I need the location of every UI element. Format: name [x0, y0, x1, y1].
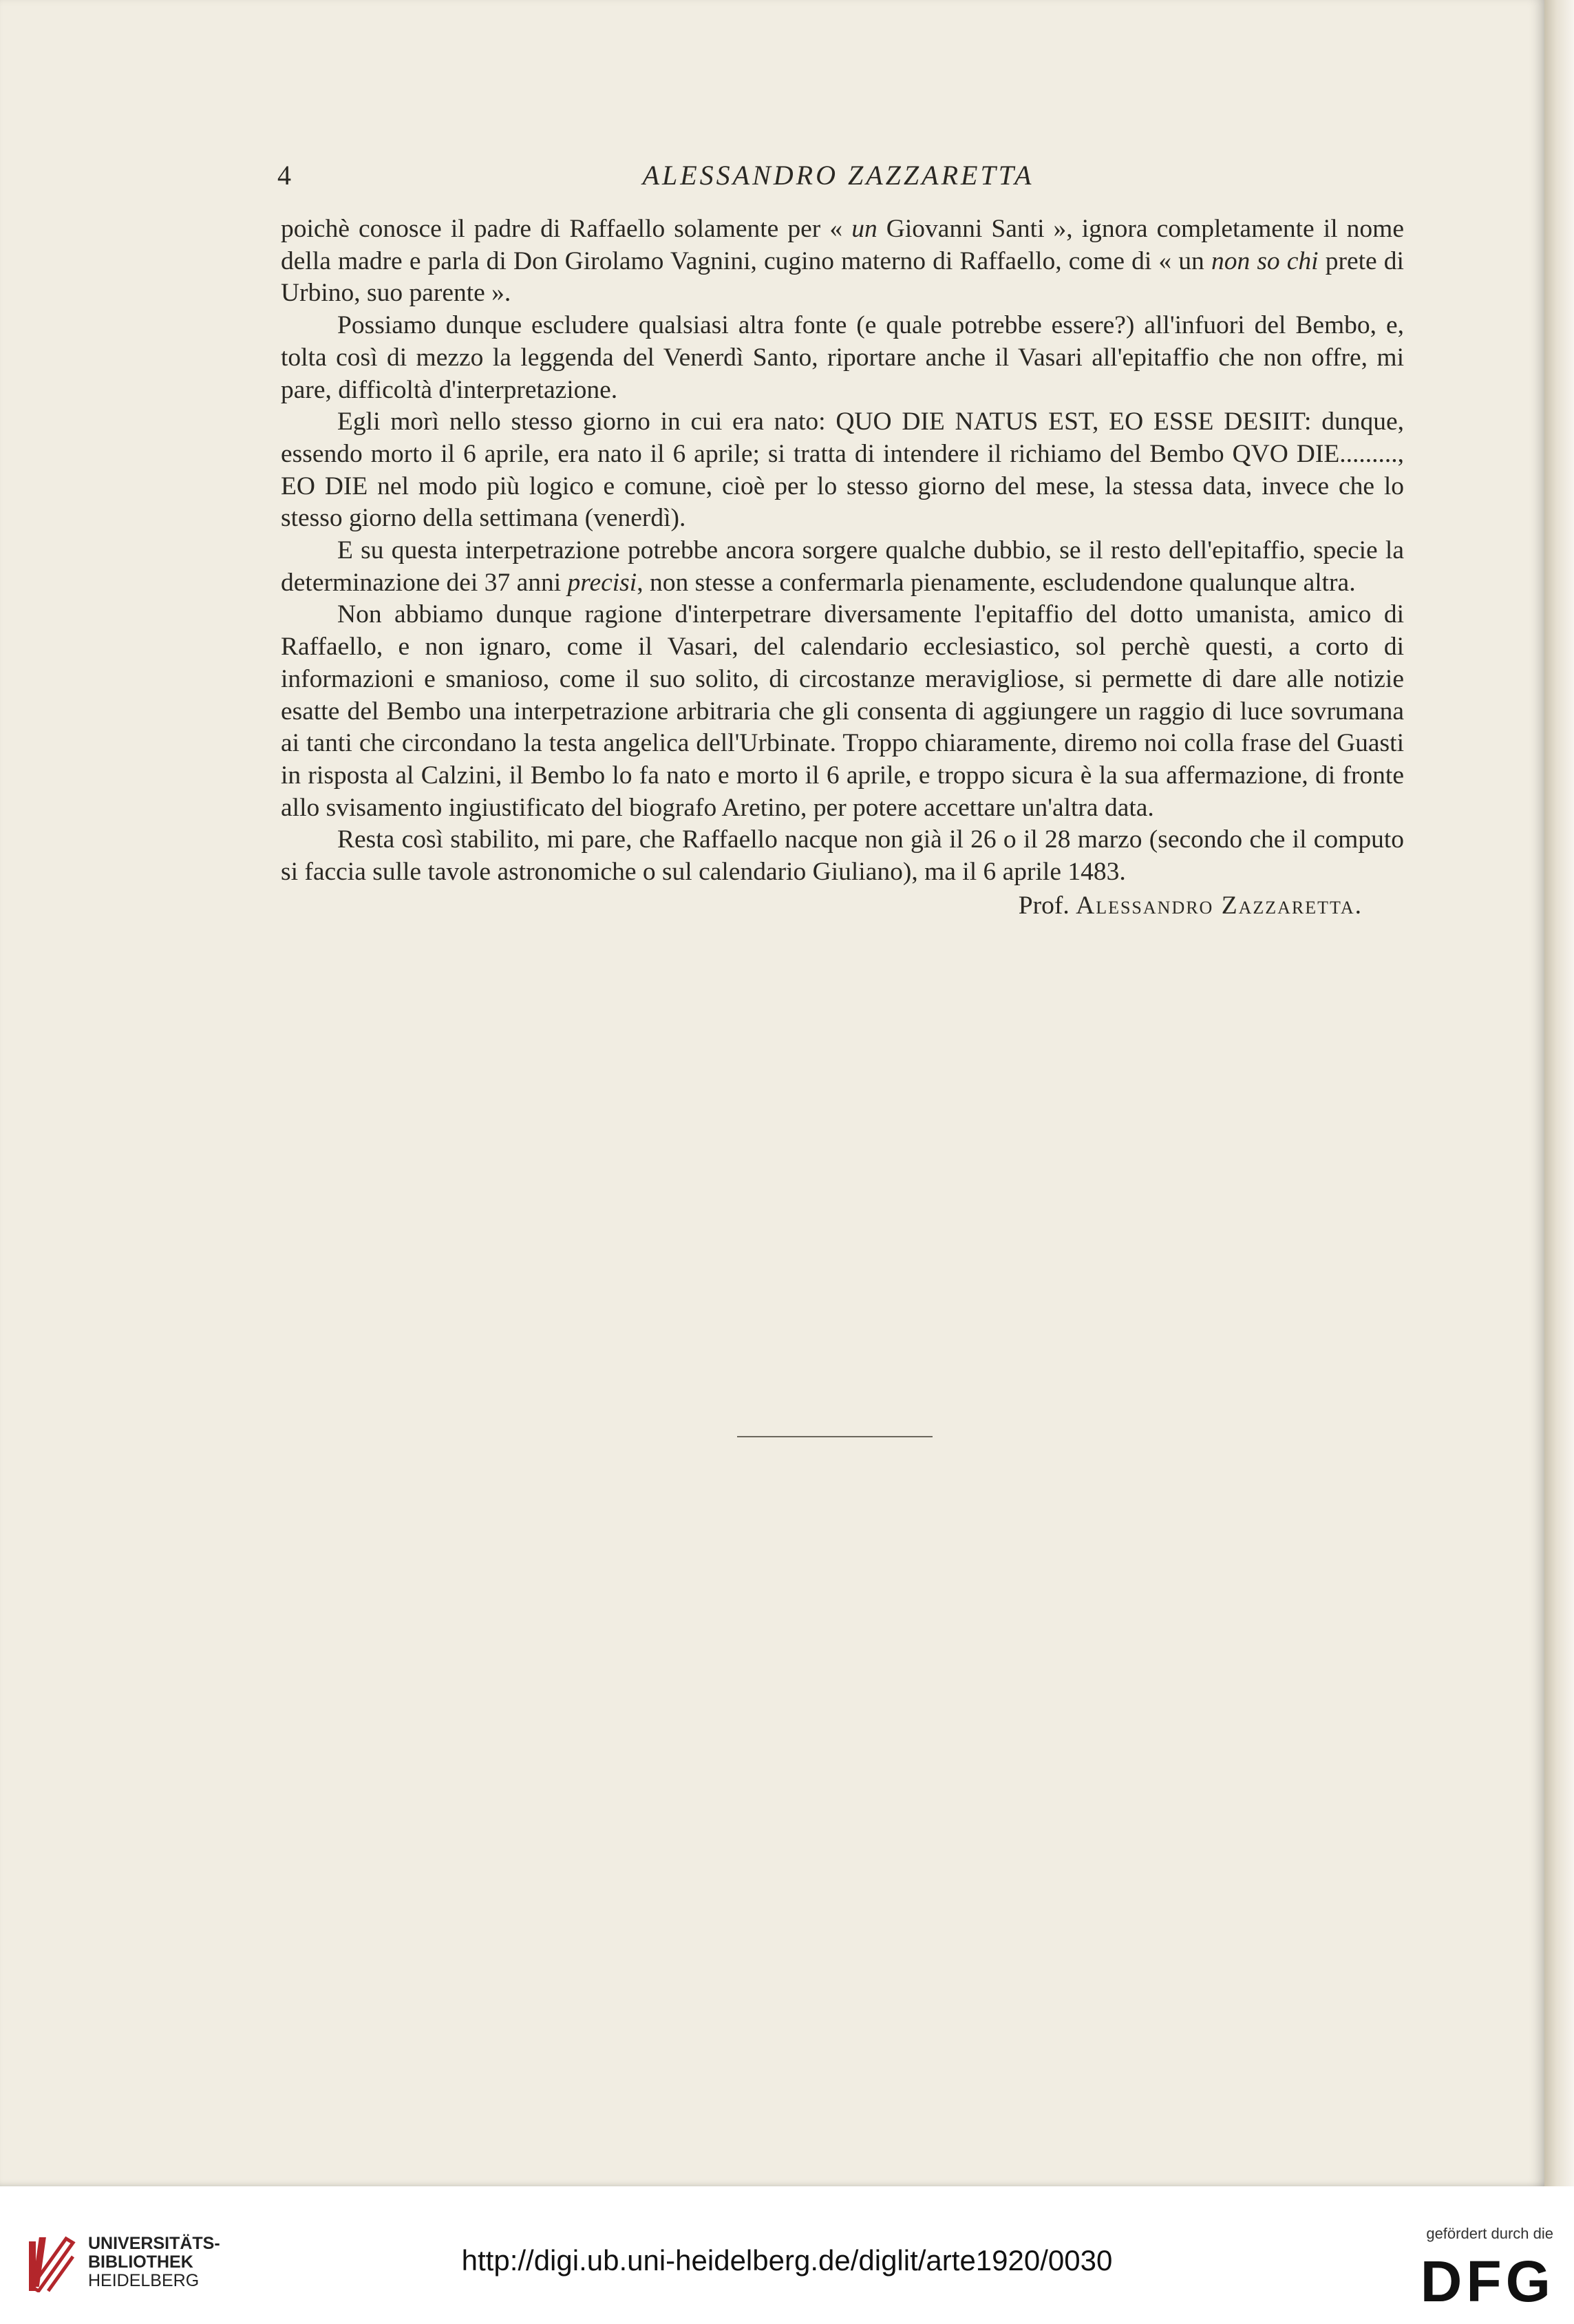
paragraph: Resta così stabilito, mi pare, che Raffaello nacque non già il 26 o il 28 marzo (secondo che il computo si faccia sulle tavole astronomiche o sul calendario Giuliano), ma il 6 aprile 1483. — [281, 825, 1404, 887]
library-line: UNIVERSITÄTS- — [88, 2234, 220, 2253]
page-edge-shadow — [1544, 0, 1574, 2186]
paragraph: Possiamo dunque escludere qualsiasi altra fonte (e quale potrebbe essere?) all'infuori del Bembo, e, tolta così di mezzo la leggenda del Venerdì Santo, riportare anche il Vasari all'epitaffio che non offre, mi pare, difficoltà d'interpretazione. — [281, 311, 1404, 404]
library-line: HEIDELBERG — [88, 2271, 200, 2290]
page-number: 4 — [277, 160, 291, 191]
viewer-footer — [0, 2186, 1574, 2324]
running-head — [277, 155, 1399, 196]
funding-caption: gefördert durch die — [1426, 2225, 1553, 2242]
paragraph: Egli morì nello stesso giorno in cui era nato: QUO DIE NATUS EST, EO ESSE DESIIT: dunque, essendo morto il 6 aprile, era nato il 6 aprile; si tratta di intendere il richiamo del Bembo QVO DIE........., EO DIE nel modo più logico e comune, cioè per lo stesso giorno del mese, la stessa data, invece che lo stesso giorno della settimana (venerdì). — [281, 408, 1404, 533]
library-line: BIBLIOTHEK — [88, 2252, 193, 2272]
italic-phrase: precisi — [567, 568, 637, 597]
dfg-logo-icon[interactable]: DFG — [1420, 2249, 1555, 2314]
permalink-url[interactable]: http://digi.ub.uni-heidelberg.de/diglit/arte1920/0030 — [461, 2244, 1113, 2277]
italic-phrase: un — [851, 215, 878, 243]
author-signature — [281, 890, 1404, 922]
paragraph: poichè conosce il padre di Raffaello solamente per « un Giovanni Santi », ignora completamente il nome della madre e parla di Don Girolamo Vagnini, cugino materno di Raffaello, come di « un non so chi prete di Urbino, suo parente ». — [281, 215, 1404, 308]
italic-phrase: non so chi — [1211, 246, 1319, 275]
article-body — [281, 213, 1404, 922]
running-title: ALESSANDRO ZAZZARETTA — [642, 160, 1034, 191]
signature-prefix: Prof. — [1018, 891, 1076, 920]
signature-name: Alessandro Zazzaretta. — [1076, 891, 1363, 920]
section-divider — [737, 1436, 933, 1437]
paragraph: Non abbiamo dunque ragione d'interpetrare diversamente l'epitaffio del dotto umanista, amico di Raffaello, e non ignaro, come il Vasari, del calendario ecclesiastico, sol perchè questi, a corto di informazioni e smanioso, come il suo solito, di circostanze meravigliose, si permette di dare alle notizie esatte del Bembo una interpetrazione arbitraria che gli consenta di aggiungere un raggio di luce sovrumana ai tanti che circondano la testa angelica dell'Urbinate. Troppo chiaramente, diremo noi colla frase del Guasti in risposta al Calzini, il Bembo lo fa nato e morto il 6 aprile, e troppo sicura è la sua affermazione, di fronte allo svisamento ingiustificato del biografo Aretino, per potere accettare un'altra data. — [281, 600, 1404, 822]
paragraph: E su questa interpetrazione potrebbe ancora sorgere qualche dubbio, se il resto dell'epitaffio, specie la determinazione dei 37 anni precisi, non stesse a confermarla pienamente, escludendone qualunque altra. — [281, 536, 1404, 597]
